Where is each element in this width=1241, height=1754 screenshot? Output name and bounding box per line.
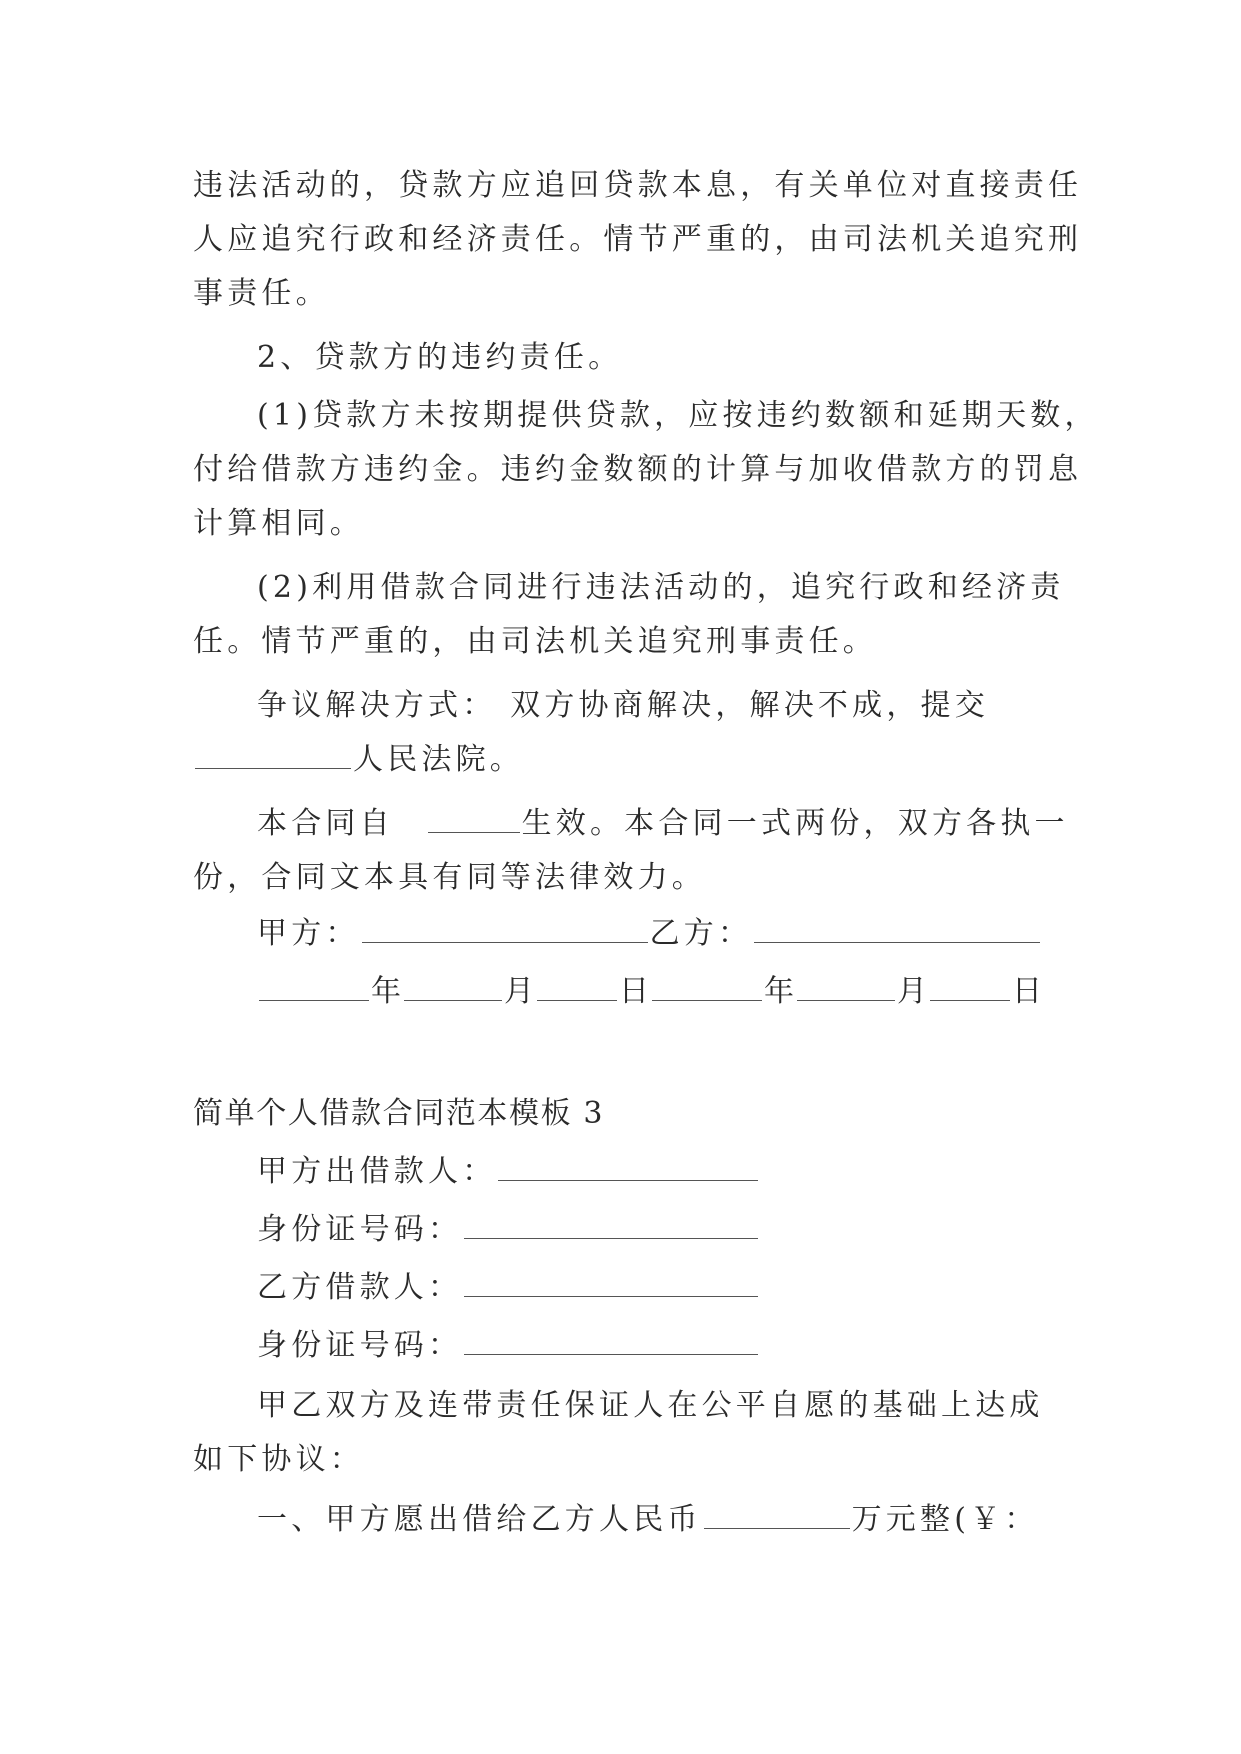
- loan-amount-blank[interactable]: [704, 1504, 850, 1529]
- lender-id-blank[interactable]: [464, 1214, 758, 1239]
- dispute-clause: 争议解决方式： 双方协商解决，解决不成，提交: [257, 688, 989, 723]
- para-line: 份，合同文本具有同等法律效力。: [193, 860, 706, 895]
- party-b-day-blank[interactable]: [930, 976, 1010, 1001]
- party-b-year-blank[interactable]: [652, 976, 762, 1001]
- para-line: 人应追究行政和经济责任。情节严重的，由司法机关追究刑: [193, 222, 1083, 257]
- borrower-field: [257, 1270, 760, 1306]
- para-line: 甲乙双方及连带责任保证人在公平自愿的基础上达成: [257, 1388, 1044, 1423]
- para-line: 任。情节严重的，由司法机关追究刑事责任。: [193, 624, 877, 659]
- party-a-signature-blank[interactable]: [362, 918, 648, 943]
- section-heading: 2、贷款方的违约责任。: [257, 340, 623, 375]
- date-line: [257, 974, 1043, 1010]
- para-line: 事责任。: [193, 276, 330, 311]
- day-label: 日: [1012, 974, 1043, 1009]
- effective-date-blank[interactable]: [428, 808, 520, 833]
- party-a-label: 甲方：: [257, 916, 360, 951]
- borrower-id-field: [257, 1328, 760, 1364]
- lender-id-field: [257, 1212, 760, 1248]
- document-title: 简单个人借款合同范本模板 3: [193, 1096, 605, 1131]
- borrower-name-blank[interactable]: [464, 1272, 758, 1297]
- lender-label: 甲方出借款人：: [257, 1154, 497, 1189]
- para-line: (2)利用借款合同进行违法活动的，追究行政和经济责: [257, 570, 1065, 605]
- para-line: 付给借款方违约金。违约金数额的计算与加收借款方的罚息: [193, 452, 1083, 487]
- para-line: 如下协议：: [193, 1442, 364, 1477]
- year-label: 年: [371, 974, 402, 1009]
- court-name-blank[interactable]: [195, 744, 351, 769]
- party-a-day-blank[interactable]: [537, 976, 617, 1001]
- lender-name-blank[interactable]: [498, 1156, 758, 1181]
- effective-line: [257, 806, 1069, 842]
- court-label: 人民法院。: [353, 742, 524, 777]
- effective-label: 本合同自: [257, 806, 394, 841]
- party-b-signature-blank[interactable]: [754, 918, 1040, 943]
- lender-id-label: 身份证号码：: [257, 1212, 463, 1247]
- month-label: 月: [897, 974, 928, 1009]
- borrower-id-label: 身份证号码：: [257, 1328, 463, 1363]
- year-label: 年: [764, 974, 795, 1009]
- day-label: 日: [619, 974, 650, 1009]
- loan-amount-unit: 万元整(￥：: [851, 1502, 1039, 1537]
- borrower-id-blank[interactable]: [464, 1330, 758, 1355]
- court-line: [193, 742, 524, 778]
- effective-text: 生效。本合同一式两份，双方各执一: [521, 806, 1069, 841]
- party-b-label: 乙方：: [649, 916, 753, 951]
- month-label: 月: [504, 974, 535, 1009]
- para-line: (1)贷款方未按期提供贷款，应按违约数额和延期天数，: [257, 398, 1099, 433]
- loan-amount-line: [257, 1502, 1039, 1538]
- para-line: 计算相同。: [193, 506, 364, 541]
- party-a-year-blank[interactable]: [259, 976, 369, 1001]
- lender-field: [257, 1154, 760, 1190]
- loan-amount-label: 一、甲方愿出借给乙方人民币: [257, 1502, 702, 1537]
- borrower-label: 乙方借款人：: [257, 1270, 463, 1305]
- para-line: 违法活动的，贷款方应追回贷款本息，有关单位对直接责任: [193, 168, 1083, 203]
- party-a-month-blank[interactable]: [404, 976, 502, 1001]
- party-b-month-blank[interactable]: [797, 976, 895, 1001]
- party-signature-line: [257, 916, 1042, 952]
